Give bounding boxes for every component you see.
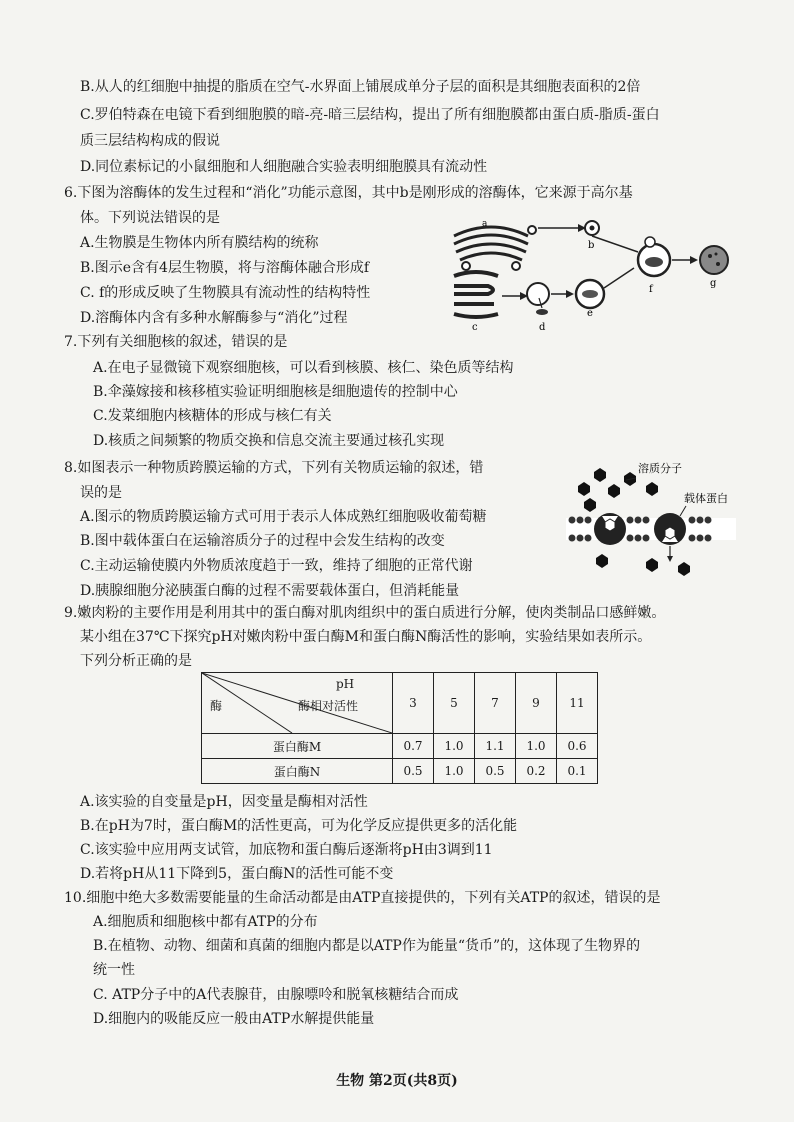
q7-stem: 7.下列有关细胞核的叙述，错误的是 (64, 334, 288, 350)
label-e: e (587, 308, 593, 319)
arrowhead-d-e (566, 290, 574, 298)
q7-option-a: A.在电子显微镜下观察细胞核，可以看到核膜、核仁、染色质等结构 (93, 360, 514, 376)
q7-option-c: C.发菜细胞内核糖体的形成与核仁有关 (93, 408, 332, 424)
q10-option-b-line1: B.在植物、动物、细菌和真菌的细胞内都是以ATP作为能量“货币”的，这体现了生物界的 (93, 938, 641, 954)
table-row-enzyme-n (202, 759, 598, 784)
lipid-bilayer (566, 517, 736, 542)
vesicle-d (527, 283, 549, 305)
arrowhead-f-g (690, 256, 698, 264)
q10-option-c: C. ATP分子中的A代表腺苷，由腺嘌呤和脱氧核糖结合而成 (93, 987, 459, 1003)
residual-dot-1 (708, 254, 712, 258)
diagonal-lines (202, 673, 392, 733)
membrane-transport-diagram (566, 462, 736, 580)
lysosome-on-f (645, 237, 655, 247)
table-cell: 0.2 (516, 759, 557, 784)
transport-arrowhead (667, 556, 673, 562)
header-enzyme: 酶 (210, 699, 223, 713)
arrow-e-f (604, 268, 634, 288)
q6-option-b: B.图示e含有4层生物膜，将与溶酶体融合形成f (80, 260, 370, 276)
table-cell: 1.0 (434, 734, 475, 759)
q9-stem-line3: 下列分析正确的是 (80, 653, 192, 669)
q5-option-d: D.同位素标记的小鼠细胞和人细胞融合实验表明细胞膜具有流动性 (80, 159, 488, 175)
table-header-row (202, 673, 598, 734)
q10-stem: 10.细胞中绝大多数需要能量的生命活动都是由ATP直接提供的，下列有关ATP的叙述，错误的是 (64, 890, 661, 906)
q5-option-b: B.从人的红细胞中抽提的脂质在空气-水界面上铺展成单分子层的面积是其细胞表面积的2倍 (80, 79, 641, 95)
lysosome-b-core (590, 226, 595, 231)
table-cell: 1.1 (475, 734, 516, 759)
residual-body-g (700, 246, 728, 274)
q9-option-d: D.若将pH从11下降到5，蛋白酶N的活性可能不变 (80, 866, 394, 882)
q8-option-d: D.胰腺细胞分泌胰蛋白酶的过程不需要载体蛋白，但消耗能量 (80, 583, 460, 599)
carrier-protein-2 (654, 513, 686, 545)
q5-option-c-line1: C.罗伯特森在电镜下看到细胞膜的暗-亮-暗三层结构，提出了所有细胞膜都由蛋白质-脂质-蛋白 (80, 107, 660, 123)
table-cell: 0.5 (393, 759, 434, 784)
enzyme-activity-table (201, 672, 598, 784)
page-footer: 生物 第2页(共8页) (336, 1073, 458, 1089)
mitochondrion-e (582, 290, 598, 298)
arrow-b-f (592, 236, 638, 252)
q6-stem-line1: 6.下图为溶酶体的发生过程和“消化”功能示意图，其中b是刚形成的溶酶体，它来源于高尔基 (64, 185, 633, 201)
label-d: d (539, 322, 546, 333)
q6-option-d: D.溶酶体内含有多种水解酶参与“消化”过程 (80, 310, 348, 326)
q10-option-d: D.细胞内的吸能反应一般由ATP水解提供能量 (93, 1011, 375, 1027)
q8-stem-line2: 误的是 (80, 485, 122, 501)
membrane-transport-svg (566, 462, 736, 580)
mitochondrion-d (536, 309, 548, 315)
table-cell: 0.5 (475, 759, 516, 784)
header-ph: pH (336, 677, 355, 691)
carrier-label: 载体蛋白 (684, 493, 728, 505)
q8-option-a: A.图示的物质跨膜运输方式可用于表示人体成熟红细胞吸收葡萄糖 (80, 509, 487, 525)
q6-option-a: A.生物膜是生物体内所有膜结构的统称 (80, 235, 319, 251)
table-cell: 0.1 (557, 759, 598, 784)
carrier-leader (680, 506, 686, 516)
residual-dot-3 (715, 253, 718, 256)
row-label: 蛋白酶M (202, 734, 393, 759)
table-cell: 0.7 (393, 734, 434, 759)
endoplasmic-reticulum-c (454, 272, 498, 317)
golgi-apparatus-a (454, 227, 528, 260)
ph-header-cell: 7 (475, 673, 516, 734)
label-c: c (472, 322, 478, 333)
q9-stem-line2: 某小组在37℃下探究pH对嫩肉粉中蛋白酶M和蛋白酶N酶活性的影响，实验结果如表所示。 (80, 629, 652, 645)
q9-option-b: B.在pH为7时，蛋白酶M的活性更高，可为化学反应提供更多的活化能 (80, 818, 518, 834)
label-b: b (588, 240, 595, 251)
q7-option-d: D.核质之间频繁的物质交换和信息交流主要通过核孔实现 (93, 433, 445, 449)
q8-option-b: B.图中载体蛋白在运输溶质分子的过程中会发生结构的改变 (80, 533, 445, 549)
q6-option-c: C. f的形成反映了生物膜具有流动性的结构特性 (80, 285, 371, 301)
residual-dot-2 (716, 262, 720, 266)
solute-label: 溶质分子 (638, 463, 682, 475)
q6-stem-line2: 体。下列说法错误的是 (80, 210, 220, 226)
table-cell: 0.6 (557, 734, 598, 759)
label-a: a (482, 219, 488, 229)
label-f: f (649, 284, 653, 295)
row-label: 蛋白酶N (202, 759, 393, 784)
table-cell: 1.0 (434, 759, 475, 784)
ph-header-cell: 3 (393, 673, 434, 734)
q9-option-a: A.该实验的自变量是pH，因变量是酶相对活性 (80, 794, 368, 810)
lysosome-diagram-svg (446, 206, 736, 334)
q8-option-c: C.主动运输使膜内外物质浓度趋于一致，维持了细胞的正常代谢 (80, 558, 473, 574)
ph-header-cell: 5 (434, 673, 475, 734)
table-row-enzyme-m (202, 734, 598, 759)
ph-header-cell: 9 (516, 673, 557, 734)
golgi-vesicles (462, 226, 536, 270)
q10-option-a: A.细胞质和细胞核中都有ATP的分布 (93, 914, 318, 930)
carrier-protein-1 (594, 513, 626, 545)
table-cell: 1.0 (516, 734, 557, 759)
q8-stem-line1: 8.如图表示一种物质跨膜运输的方式，下列有关物质运输的叙述，错 (64, 460, 484, 476)
solute-molecules-inside (596, 554, 690, 576)
diagonal-header-cell (202, 673, 393, 734)
mitochondrion-f (645, 257, 663, 267)
lysosome-diagram (446, 206, 736, 334)
ph-header-cell: 11 (557, 673, 598, 734)
q9-stem-line1: 9.嫩肉粉的主要作用是利用其中的蛋白酶对肌肉组织中的蛋白质进行分解，使肉类制品口感鲜嫩。 (64, 605, 666, 621)
label-g: g (710, 278, 717, 289)
header-activity: 酶相对活性 (298, 699, 359, 713)
q9-option-c: C.该实验中应用两支试管，加底物和蛋白酶后逐渐将pH由3调到11 (80, 842, 493, 858)
q5-option-c-line2: 质三层结构构成的假说 (80, 133, 220, 149)
q7-option-b: B.伞藻嫁接和核移植实验证明细胞核是细胞遗传的控制中心 (93, 384, 458, 400)
q10-option-b-line2: 统一性 (93, 962, 135, 978)
